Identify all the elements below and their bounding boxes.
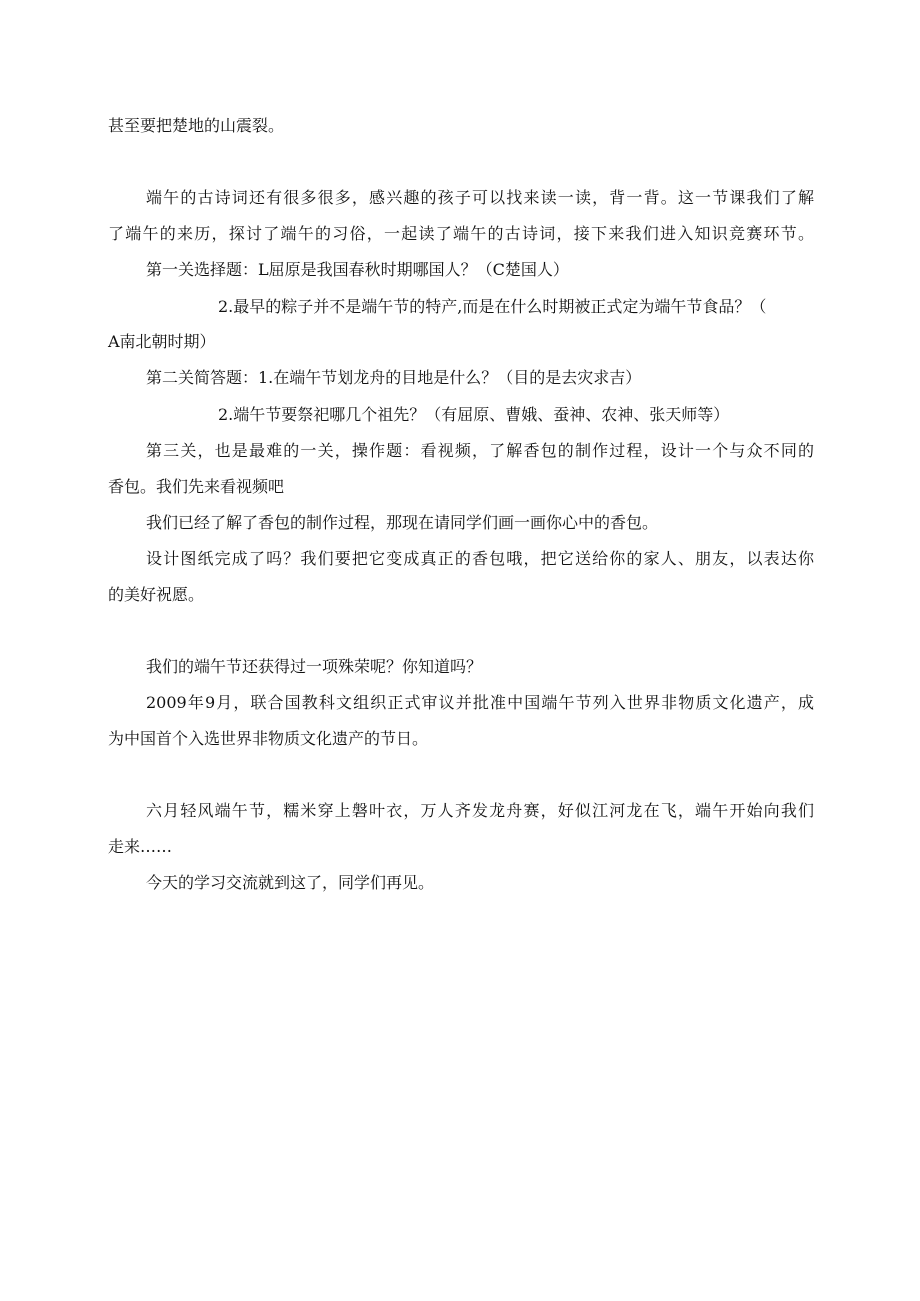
sachet-gift-line-1: 设计图纸完成了吗？我们要把它变成真正的香包哦，把它送给你的家人、朋友，以表达你 bbox=[146, 549, 814, 568]
closing-line: 今天的学习交流就到这了，同学们再见。 bbox=[146, 873, 435, 892]
unesco-line-1: 2009年9月，联合国教科文组织正式审议并批准中国端午节列入世界非物质文化遗产，成 bbox=[146, 693, 814, 712]
poem-line-2: 走来…… bbox=[108, 837, 173, 856]
quiz-round-1-q1: 第一关选择题：L屈原是我国春秋时期哪国人？（C楚国人） bbox=[146, 260, 569, 279]
paragraph-line-2: 端午的古诗词还有很多很多，感兴趣的孩子可以找来读一读，背一背。这一节课我们了解 bbox=[146, 188, 814, 207]
quiz-round-1-q2: 2.最早的粽子并不是端午节的特产,而是在什么时期被正式定为端午节食品？（ bbox=[218, 297, 767, 316]
sachet-gift-line-2: 的美好祝愿。 bbox=[108, 585, 205, 604]
sachet-drawing-line: 我们已经了解了香包的制作过程，那现在请同学们画一画你心中的香包。 bbox=[146, 513, 659, 532]
paragraph-line-1: 甚至要把楚地的山震裂。 bbox=[108, 116, 285, 135]
paragraph-line-3: 了端午的来历，探讨了端午的习俗，一起读了端午的古诗词，接下来我们进入知识竞赛环节。 bbox=[108, 224, 814, 243]
unesco-line-2: 为中国首个入选世界非物质文化遗产的节日。 bbox=[108, 729, 429, 748]
honor-question-line: 我们的端午节还获得过一项殊荣呢？你知道吗？ bbox=[146, 657, 483, 676]
poem-line-1: 六月轻风端午节，糯米穿上磐叶衣，万人齐发龙舟赛，好似江河龙在飞，端午开始向我们 bbox=[146, 801, 814, 820]
quiz-round-1-q2-answer: A南北朝时期） bbox=[108, 332, 216, 351]
quiz-round-2-q2: 2.端午节要祭祀哪几个祖先？（有屈原、曹娥、蚕神、农神、张天师等） bbox=[218, 405, 730, 424]
quiz-round-2-q1: 第二关简答题：1.在端午节划龙舟的目地是什么？（目的是去灾求吉） bbox=[146, 368, 642, 387]
quiz-round-3-line-2: 香包。我们先来看视频吧 bbox=[108, 477, 285, 496]
quiz-round-3-line-1: 第三关，也是最难的一关，操作题：看视频，了解香包的制作过程，设计一个与众不同的 bbox=[146, 441, 814, 460]
